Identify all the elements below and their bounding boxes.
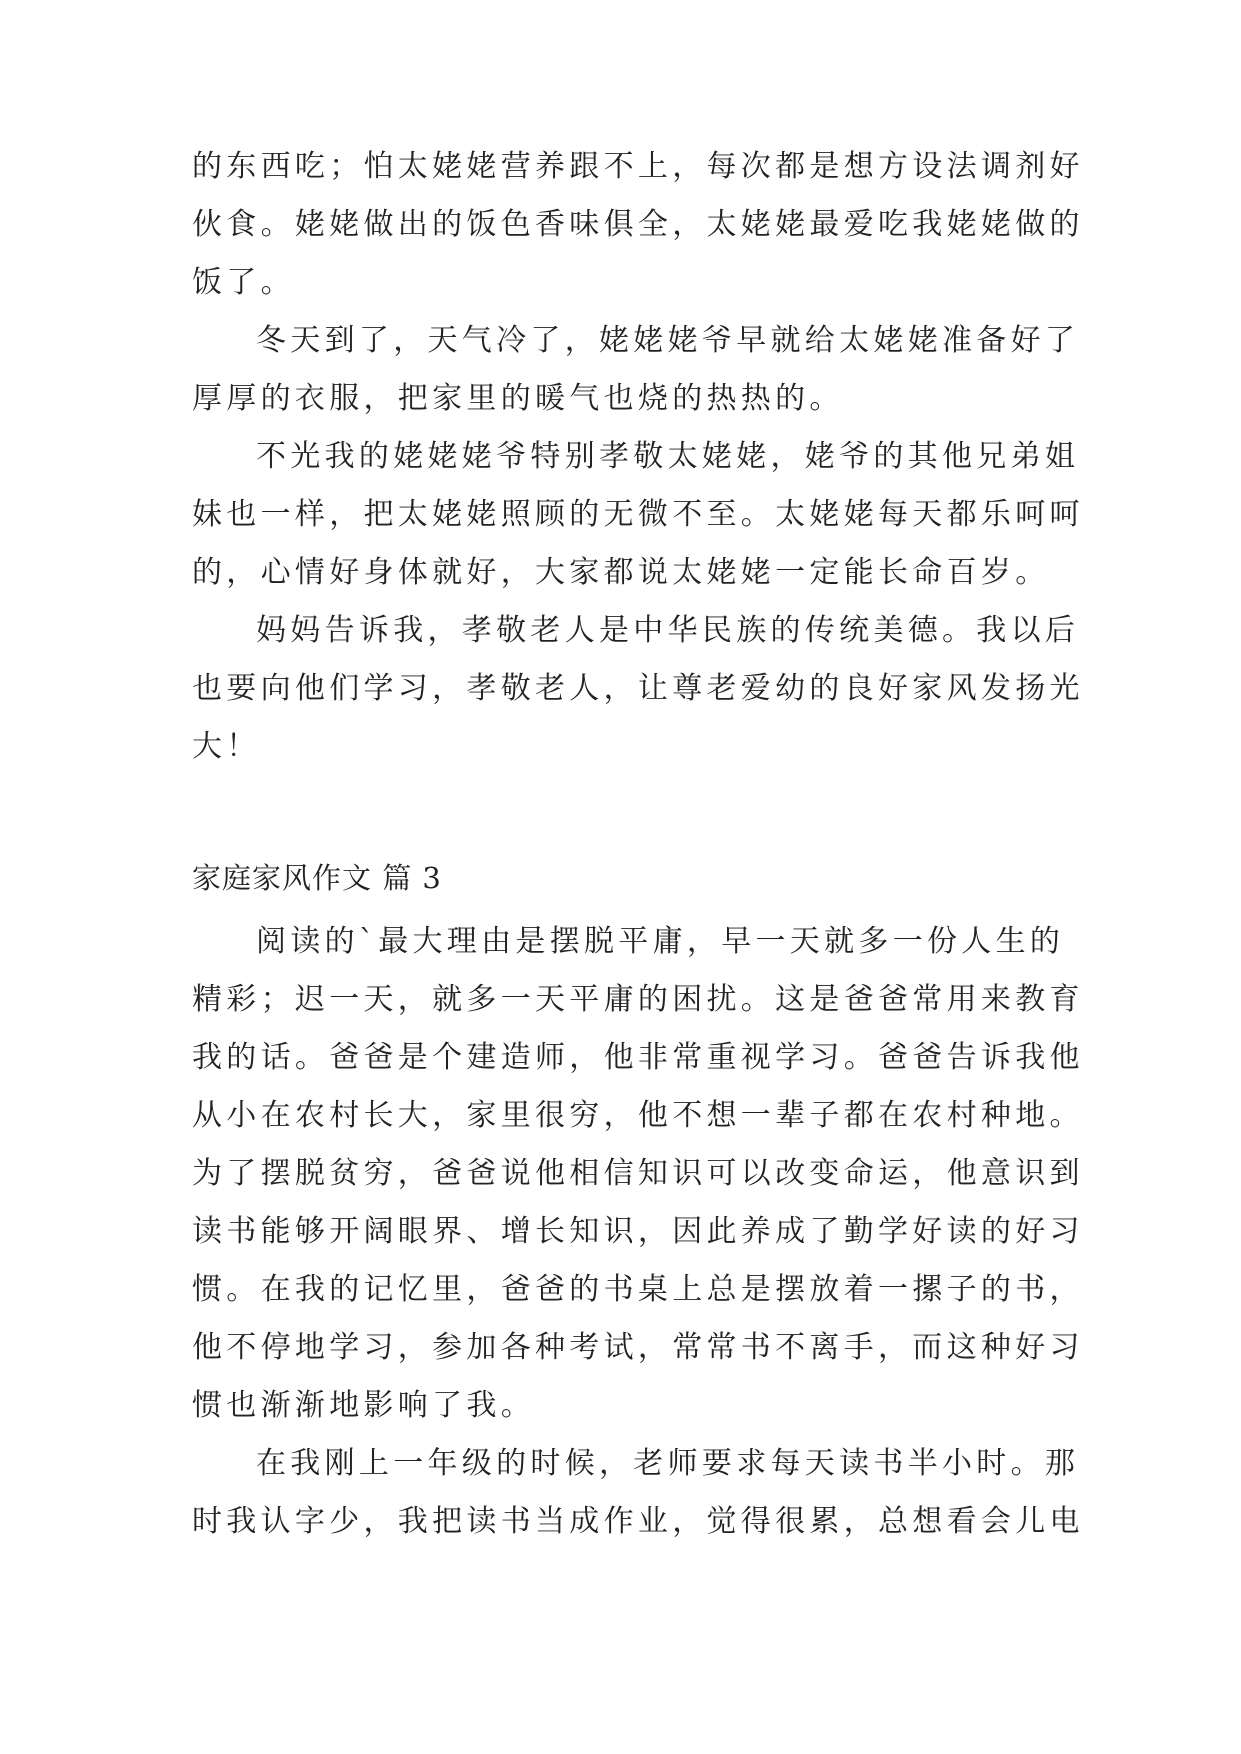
text-line: 伙食。姥姥做出的饭色香味俱全，太姥姥最爱吃我姥姥做的 <box>192 207 1084 242</box>
text-line: 精彩；迟一天，就多一天平庸的困扰。这是爸爸常用来教育 <box>192 982 1084 1017</box>
text-line: 从小在农村长大，家里很穷，他不想一辈子都在农村种地。 <box>192 1098 1084 1133</box>
text-line: 读书能够开阔眼界、增长知识，因此养成了勤学好读的好习 <box>192 1214 1084 1249</box>
paragraph-start-line: 冬天到了，天气冷了，姥姥姥爷早就给太姥姥准备好了 <box>256 323 1080 358</box>
text-line: 饭了。 <box>192 265 295 300</box>
text-line: 时我认字少，我把读书当成作业，觉得很累，总想看会儿电 <box>192 1504 1084 1539</box>
text-line: 他不停地学习，参加各种考试，常常书不离手，而这种好习 <box>192 1330 1084 1365</box>
text-line: 也要向他们学习，孝敬老人，让尊老爱幼的良好家风发扬光 <box>192 671 1084 706</box>
text-line: 妹也一样，把太姥姥照顾的无微不至。太姥姥每天都乐呵呵 <box>192 497 1084 532</box>
paragraph-start-line: 不光我的姥姥姥爷特别孝敬太姥姥，姥爷的其他兄弟姐 <box>256 439 1080 474</box>
text-line: 为了摆脱贫穷，爸爸说他相信知识可以改变命运，他意识到 <box>192 1156 1084 1191</box>
text-line: 的东西吃；怕太姥姥营养跟不上，每次都是想方设法调剂好 <box>192 149 1084 184</box>
text-line: 大！ <box>192 729 261 764</box>
paragraph-start-line: 在我刚上一年级的时候，老师要求每天读书半小时。那 <box>256 1446 1080 1481</box>
text-line: 的，心情好身体就好，大家都说太姥姥一定能长命百岁。 <box>192 555 1050 590</box>
section-heading: 家庭家风作文 篇 3 <box>192 861 442 895</box>
text-line: 我的话。爸爸是个建造师，他非常重视学习。爸爸告诉我他 <box>192 1040 1084 1075</box>
paragraph-start-line: 妈妈告诉我，孝敬老人是中华民族的传统美德。我以后 <box>256 613 1080 648</box>
text-line: 厚厚的衣服，把家里的暖气也烧的热热的。 <box>192 381 844 416</box>
text-line: 惯。在我的记忆里，爸爸的书桌上总是摆放着一摞子的书， <box>192 1272 1084 1307</box>
text-line: 惯也渐渐地影响了我。 <box>192 1388 535 1423</box>
paragraph-start-line: 阅读的`最大理由是摆脱平庸，早一天就多一份人生的 <box>256 924 1065 959</box>
